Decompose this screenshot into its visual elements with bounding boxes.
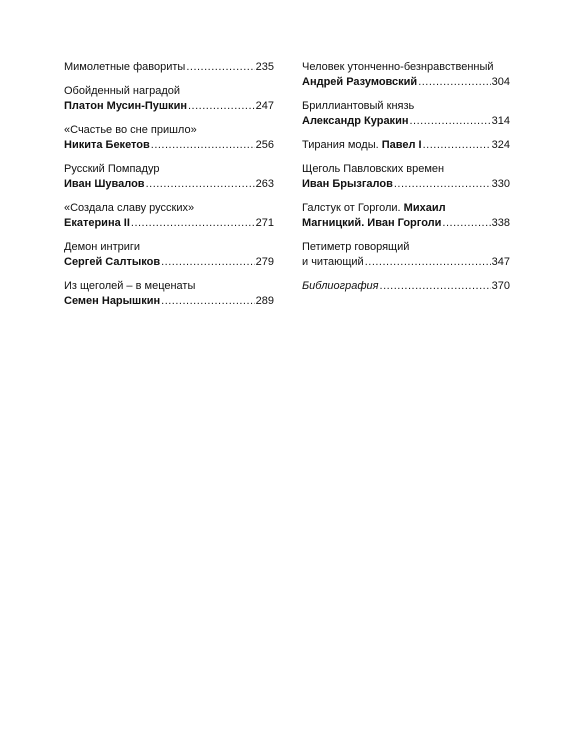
toc-entry-line [64, 216, 274, 231]
toc-entry [64, 123, 274, 153]
toc-entry-title [302, 138, 422, 153]
toc-entry-title [302, 201, 446, 216]
toc-page-number: 263 [255, 178, 274, 190]
dot-leader [186, 60, 254, 75]
dot-leader [188, 99, 255, 114]
toc-entry-title [302, 99, 414, 114]
dot-leader [151, 138, 255, 153]
toc-entry-line [64, 294, 274, 309]
dot-leader [423, 138, 491, 153]
toc-entry-text: Мимолетные фавориты [64, 61, 186, 73]
toc-entry-title [64, 60, 185, 75]
toc-entry-line [64, 60, 274, 75]
toc-page-number: 289 [255, 295, 274, 307]
toc-entry-name: Платон Мусин-Пушкин [64, 100, 187, 112]
toc-entry-text: Из щеголей – в меценаты [64, 280, 196, 292]
toc-entry [302, 279, 510, 294]
toc-left-column [64, 60, 274, 318]
toc-entry-title [64, 255, 160, 270]
toc-entry-text: Щеголь Павловских времен [302, 163, 445, 175]
toc-entry-text: Библиография [302, 280, 379, 292]
toc-entry-line [302, 162, 510, 177]
toc-entry-line [64, 240, 274, 255]
dot-leader [380, 279, 491, 294]
toc-page-number: 347 [491, 256, 510, 268]
toc-entry-title [64, 294, 160, 309]
toc-page-number: 279 [255, 256, 274, 268]
toc-page-number: 324 [491, 139, 510, 151]
toc-entry [302, 201, 510, 231]
toc-entry [302, 138, 510, 153]
toc-entry-title [302, 162, 444, 177]
dot-leader [409, 114, 490, 129]
toc-entry-line [302, 114, 510, 129]
toc-page-number: 338 [491, 217, 510, 229]
toc-entry [64, 279, 274, 309]
toc-entry [64, 240, 274, 270]
toc-entry-line [302, 177, 510, 192]
toc-entry-text: Галстук от Горголи. [302, 202, 404, 214]
dot-leader [442, 216, 490, 231]
dot-leader [418, 75, 490, 90]
toc-page-number: 271 [255, 217, 274, 229]
toc-entry-line [64, 201, 274, 216]
toc-entry-name: Никита Бекетов [64, 139, 150, 151]
toc-entry-title [64, 123, 197, 138]
toc-page-number: 235 [255, 61, 274, 73]
toc-entry-line [64, 99, 274, 114]
toc-entry-line [302, 138, 510, 153]
toc-entry-text: «Создала славу русских» [64, 202, 195, 214]
toc-entry-title [64, 201, 194, 216]
toc-entry-title [64, 138, 150, 153]
toc-entry-name: Иван Шувалов [64, 178, 145, 190]
toc-page-number: 330 [491, 178, 510, 190]
toc-entry-title [64, 240, 140, 255]
toc-entry-line [302, 99, 510, 114]
toc-page-number: 256 [255, 139, 274, 151]
toc-entry-line [302, 279, 510, 294]
toc-entry-line [302, 201, 510, 216]
toc-entry-title [64, 216, 130, 231]
toc-entry-title [302, 279, 379, 294]
toc-entry-line [64, 123, 274, 138]
toc-page-number: 370 [491, 280, 510, 292]
toc-entry-title [64, 84, 180, 99]
toc-entry-line [302, 60, 510, 75]
toc-right-column [302, 60, 510, 303]
dot-leader [394, 177, 491, 192]
toc-entry [64, 84, 274, 114]
toc-entry-line [64, 84, 274, 99]
toc-entry-line [302, 75, 510, 90]
toc-entry-title [302, 216, 441, 231]
toc-entry-name: Семен Нарышкин [64, 295, 161, 307]
toc-entry-text: Обойденный наградой [64, 85, 181, 97]
toc-entry-line [64, 255, 274, 270]
toc-page-number: 314 [491, 115, 510, 127]
toc-entry-line [64, 138, 274, 153]
toc-entry-line [64, 177, 274, 192]
toc-entry-line [302, 255, 510, 270]
toc-entry [302, 99, 510, 129]
toc-entry-title [64, 162, 159, 177]
toc-entry-line [302, 216, 510, 231]
toc-entry-title [302, 177, 393, 192]
dot-leader [161, 255, 255, 270]
dot-leader [131, 216, 255, 231]
toc-entry [64, 162, 274, 192]
toc-entry-text: Человек утонченно-безнравственный [302, 61, 494, 73]
toc-entry [64, 60, 274, 75]
toc-entry-title [64, 279, 195, 294]
dot-leader [365, 255, 491, 270]
toc-entry-title [64, 177, 145, 192]
toc-entry-text: Петиметр говорящий [302, 241, 410, 253]
toc-entry [302, 162, 510, 192]
toc-entry [302, 60, 510, 90]
toc-entry-text: Демон интриги [64, 241, 141, 253]
toc-page-number: 304 [491, 76, 510, 88]
toc-entry-title [302, 75, 417, 90]
toc-entry-title [302, 240, 409, 255]
toc-entry-name: Михаил [403, 202, 446, 214]
toc-entry-line [302, 240, 510, 255]
toc-entry-line [64, 162, 274, 177]
toc-entry [302, 240, 510, 270]
dot-leader [146, 177, 255, 192]
toc-entry-title [302, 60, 494, 75]
toc-entry-text: «Счастье во сне пришло» [64, 124, 197, 136]
toc-entry-name: Андрей Разумовский [302, 76, 418, 88]
toc-entry-title [64, 99, 187, 114]
toc-entry-title [302, 114, 408, 129]
toc-entry-text: Бриллиантовый князь [302, 100, 415, 112]
toc-entry-title [302, 255, 364, 270]
toc-entry-name: Александр Куракин [302, 115, 409, 127]
toc-entry-text: Русский Помпадур [64, 163, 160, 175]
toc-entry-name: Екатерина II [64, 217, 130, 229]
toc-entry-text: и читающий [302, 256, 364, 268]
toc-entry-line [64, 279, 274, 294]
toc-entry-name: Иван Брызгалов [302, 178, 393, 190]
toc-entry-name: Магницкий. Иван Горголи [302, 217, 442, 229]
toc-entry [64, 201, 274, 231]
toc-page-number: 247 [255, 100, 274, 112]
dot-leader [161, 294, 255, 309]
toc-entry-name: Павел I [381, 139, 422, 151]
toc-entry-name: Сергей Салтыков [64, 256, 161, 268]
toc-entry-text: Тирания моды. [302, 139, 382, 151]
